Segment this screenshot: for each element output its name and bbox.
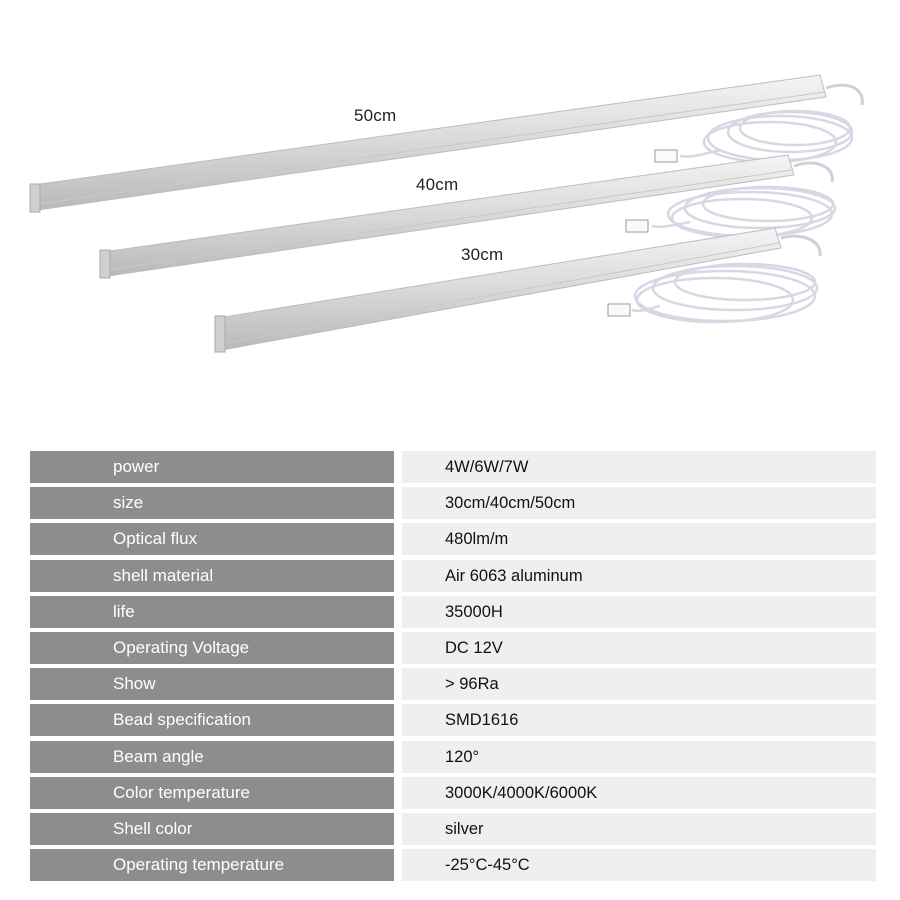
spec-label: Operating temperature xyxy=(30,849,394,881)
spec-row-power xyxy=(30,451,876,483)
connector-plug-1 xyxy=(655,150,677,162)
spec-value: 30cm/40cm/50cm xyxy=(402,487,876,519)
spec-value: -25°C-45°C xyxy=(402,849,876,881)
spec-label: Operating Voltage xyxy=(30,632,394,664)
spec-value: > 96Ra xyxy=(402,668,876,700)
spec-label: Optical flux xyxy=(30,523,394,555)
cable-coil-1 xyxy=(680,111,852,162)
spec-row-operating-voltage xyxy=(30,632,876,664)
spec-divider xyxy=(394,777,402,809)
spec-label: Beam angle xyxy=(30,741,394,773)
length-label-50cm: 50cm xyxy=(354,106,397,125)
connector-plug-2 xyxy=(626,220,648,232)
cable-coil-2 xyxy=(652,187,835,237)
spec-row-shell-material xyxy=(30,560,876,592)
connector-plug-3 xyxy=(608,304,630,316)
spec-value: 4W/6W/7W xyxy=(402,451,876,483)
spec-row-size xyxy=(30,487,876,519)
spec-row-shell-color xyxy=(30,813,876,845)
spec-label: Bead specification xyxy=(30,704,394,736)
spec-divider xyxy=(394,487,402,519)
length-label-40cm: 40cm xyxy=(416,175,459,194)
spec-divider xyxy=(394,704,402,736)
spec-value: 480lm/m xyxy=(402,523,876,555)
spec-divider xyxy=(394,849,402,881)
spec-label: Shell color xyxy=(30,813,394,845)
product-photo xyxy=(0,0,900,400)
spec-divider xyxy=(394,523,402,555)
spec-label: Color temperature xyxy=(30,777,394,809)
spec-divider xyxy=(394,632,402,664)
spec-row-beam-angle xyxy=(30,741,876,773)
spec-row-operating-temperature xyxy=(30,849,876,881)
spec-row-optical-flux xyxy=(30,523,876,555)
spec-label: Show xyxy=(30,668,394,700)
cable-coil-3 xyxy=(632,264,817,322)
spec-value: 120° xyxy=(402,741,876,773)
spec-divider xyxy=(394,451,402,483)
spec-divider xyxy=(394,741,402,773)
spec-row-bead-specification xyxy=(30,704,876,736)
spec-divider xyxy=(394,668,402,700)
spec-divider xyxy=(394,596,402,628)
spec-divider xyxy=(394,813,402,845)
spec-value: silver xyxy=(402,813,876,845)
spec-value: 3000K/4000K/6000K xyxy=(402,777,876,809)
spec-label: shell material xyxy=(30,560,394,592)
spec-row-show xyxy=(30,668,876,700)
spec-row-life xyxy=(30,596,876,628)
length-label-30cm: 30cm xyxy=(461,245,504,264)
spec-table xyxy=(30,451,876,885)
spec-value: 35000H xyxy=(402,596,876,628)
spec-row-color-temperature xyxy=(30,777,876,809)
spec-label: life xyxy=(30,596,394,628)
spec-value: Air 6063 aluminum xyxy=(402,560,876,592)
spec-value: SMD1616 xyxy=(402,704,876,736)
spec-label: power xyxy=(30,451,394,483)
spec-value: DC 12V xyxy=(402,632,876,664)
spec-label: size xyxy=(30,487,394,519)
spec-divider xyxy=(394,560,402,592)
